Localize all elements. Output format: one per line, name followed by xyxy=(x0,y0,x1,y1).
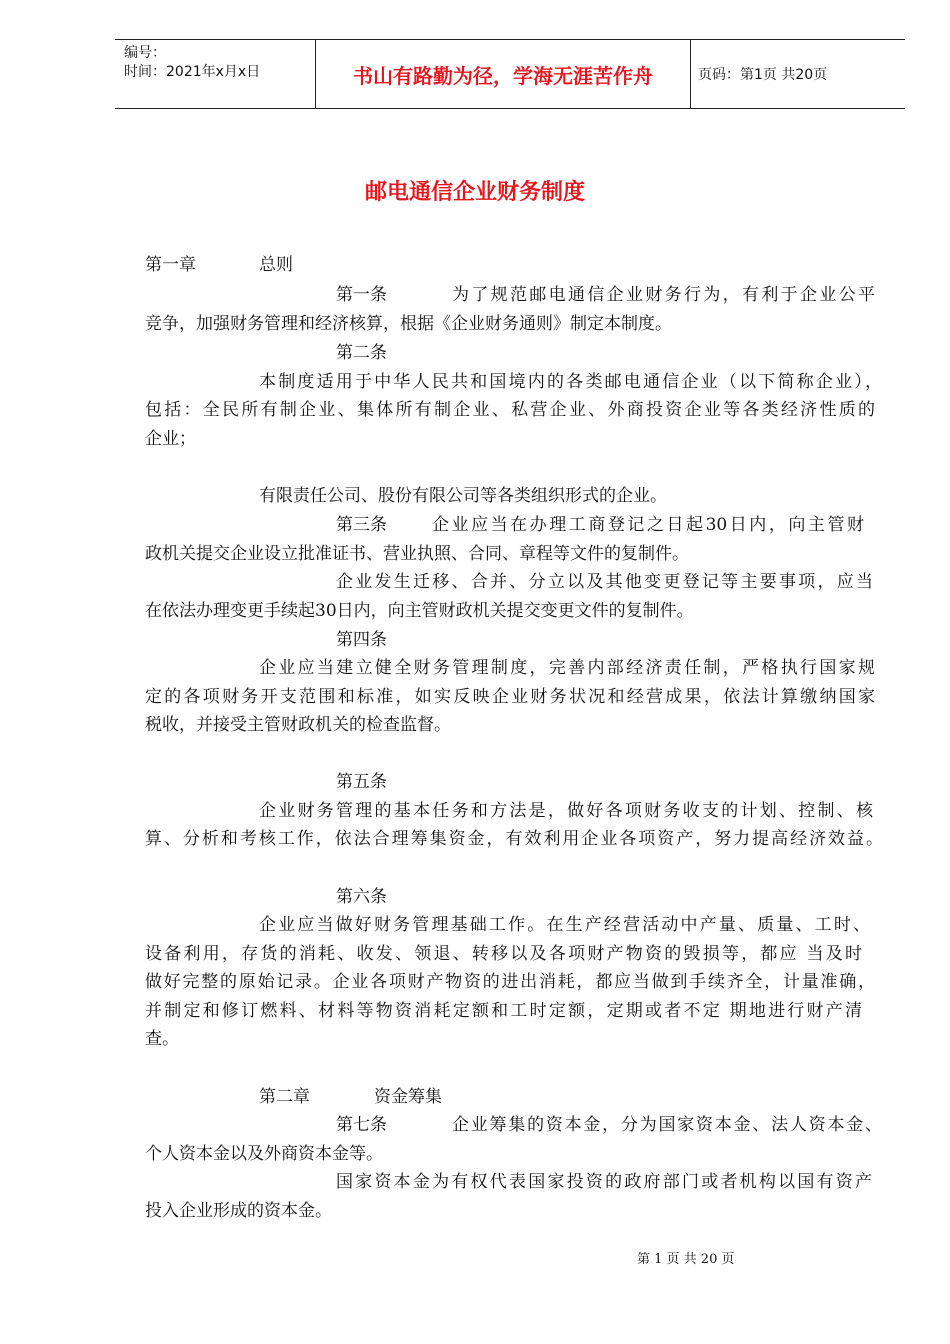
article-7-line-4: 投入企业形成的资本金。 xyxy=(145,1201,332,1221)
article-5-label: 第五条 xyxy=(336,772,387,792)
article-2-line-1: 本制度适用于中华人民共和国境内的各类邮电通信企业（以下简称企业）， xyxy=(259,372,882,392)
number-label: 编号： xyxy=(124,45,166,61)
article-7-text: 企业筹集的资本金，分为国家资本金、法人资本金、 xyxy=(452,1115,882,1135)
article-7-label: 第七条 xyxy=(336,1115,387,1135)
article-1-text: 为了规范邮电通信企业财务行为，有利于企业公平 xyxy=(452,285,875,305)
article-3-text: 企业应当在办理工商登记之日起30日内，向主管财 xyxy=(432,515,864,535)
article-3-line-2: 政机关提交企业设立批准证书、营业执照、合同、章程等文件的复制件。 xyxy=(145,544,689,564)
article-3-label: 第三条 xyxy=(336,515,387,535)
article-4-line-2: 定的各项财务开支范围和标准，如实反映企业财务状况和经营成果，依法计算缴纳国家 xyxy=(145,687,875,707)
article-4-line-3: 税收，并接受主管财政机关的检查监督。 xyxy=(145,715,451,735)
article-2-line-3: 企业； xyxy=(145,429,196,449)
chapter-2-label: 第二章 xyxy=(259,1087,310,1107)
article-4-line-1: 企业应当建立健全财务管理制度，完善内部经济责任制，严格执行国家规 xyxy=(259,658,875,678)
article-5-line-1: 企业财务管理的基本任务和方法是，做好各项财务收支的计划、控制、核 xyxy=(259,801,873,821)
article-7-line-3: 国家资本金为有权代表国家投资的政府部门或者机构以国有资产 xyxy=(336,1172,872,1192)
article-7-line-2: 个人资本金以及外商资本金等。 xyxy=(145,1144,383,1164)
article-2-line-4: 有限责任公司、股份有限公司等各类组织形式的企业。 xyxy=(259,486,667,506)
page-header xyxy=(115,39,905,109)
document-title: 邮电通信企业财务制度 xyxy=(364,180,585,205)
article-6-line-1: 企业应当做好财务管理基础工作。在生产经营活动中产量、质量、工时、 xyxy=(259,915,870,935)
motto-text: 书山有路勤为径，学海无涯苦作舟 xyxy=(353,63,653,88)
article-3-line-4: 在依法办理变更手续起30日内，向主管财政机关提交变更文件的复制件。 xyxy=(145,601,694,621)
article-1-line-2: 竞争，加强财务管理和经济核算，根据《企业财务通则》制定本制度。 xyxy=(145,314,672,334)
article-6-line-2: 设备利用，存货的消耗、收发、领退、转移以及各项财产物资的毁损等，都应 当及时 xyxy=(145,944,862,964)
header-motto xyxy=(315,40,691,108)
page-footer: 第 1 页 共 20 页 xyxy=(637,1252,735,1267)
article-6-line-5: 查。 xyxy=(145,1029,179,1049)
article-4-label: 第四条 xyxy=(336,630,387,650)
page-number-label: 页码：第1页 共20页 xyxy=(698,67,828,83)
article-2-label: 第二条 xyxy=(336,343,387,363)
article-3-line-3: 企业发生迁移、合并、分立以及其他变更登记等主要事项，应当 xyxy=(336,572,873,592)
chapter-1-label: 第一章 xyxy=(145,255,196,275)
article-6-line-4: 并制定和修订燃料、材料等物资消耗定额和工时定额，定期或者不定 期地进行财产清 xyxy=(145,1001,862,1021)
time-label: 时间：2021年x月x日 xyxy=(124,64,261,80)
article-6-label: 第六条 xyxy=(336,887,387,907)
article-6-line-3: 做好完整的原始记录。企业各项财产物资的进出消耗，都应当做到手续齐全，计量准确， xyxy=(145,972,875,992)
article-2-line-2: 包括：全民所有制企业、集体所有制企业、私营企业、外商投资企业等各类经济性质的 xyxy=(145,400,875,420)
article-5-line-2: 算、分析和考核工作，依法合理筹集资金，有效利用企业各项资产，努力提高经济效益。 xyxy=(145,829,883,849)
chapter-2-title: 资金筹集 xyxy=(374,1087,442,1107)
chapter-1-title: 总则 xyxy=(259,255,293,275)
article-1-label: 第一条 xyxy=(336,285,387,305)
header-meta xyxy=(115,40,315,108)
